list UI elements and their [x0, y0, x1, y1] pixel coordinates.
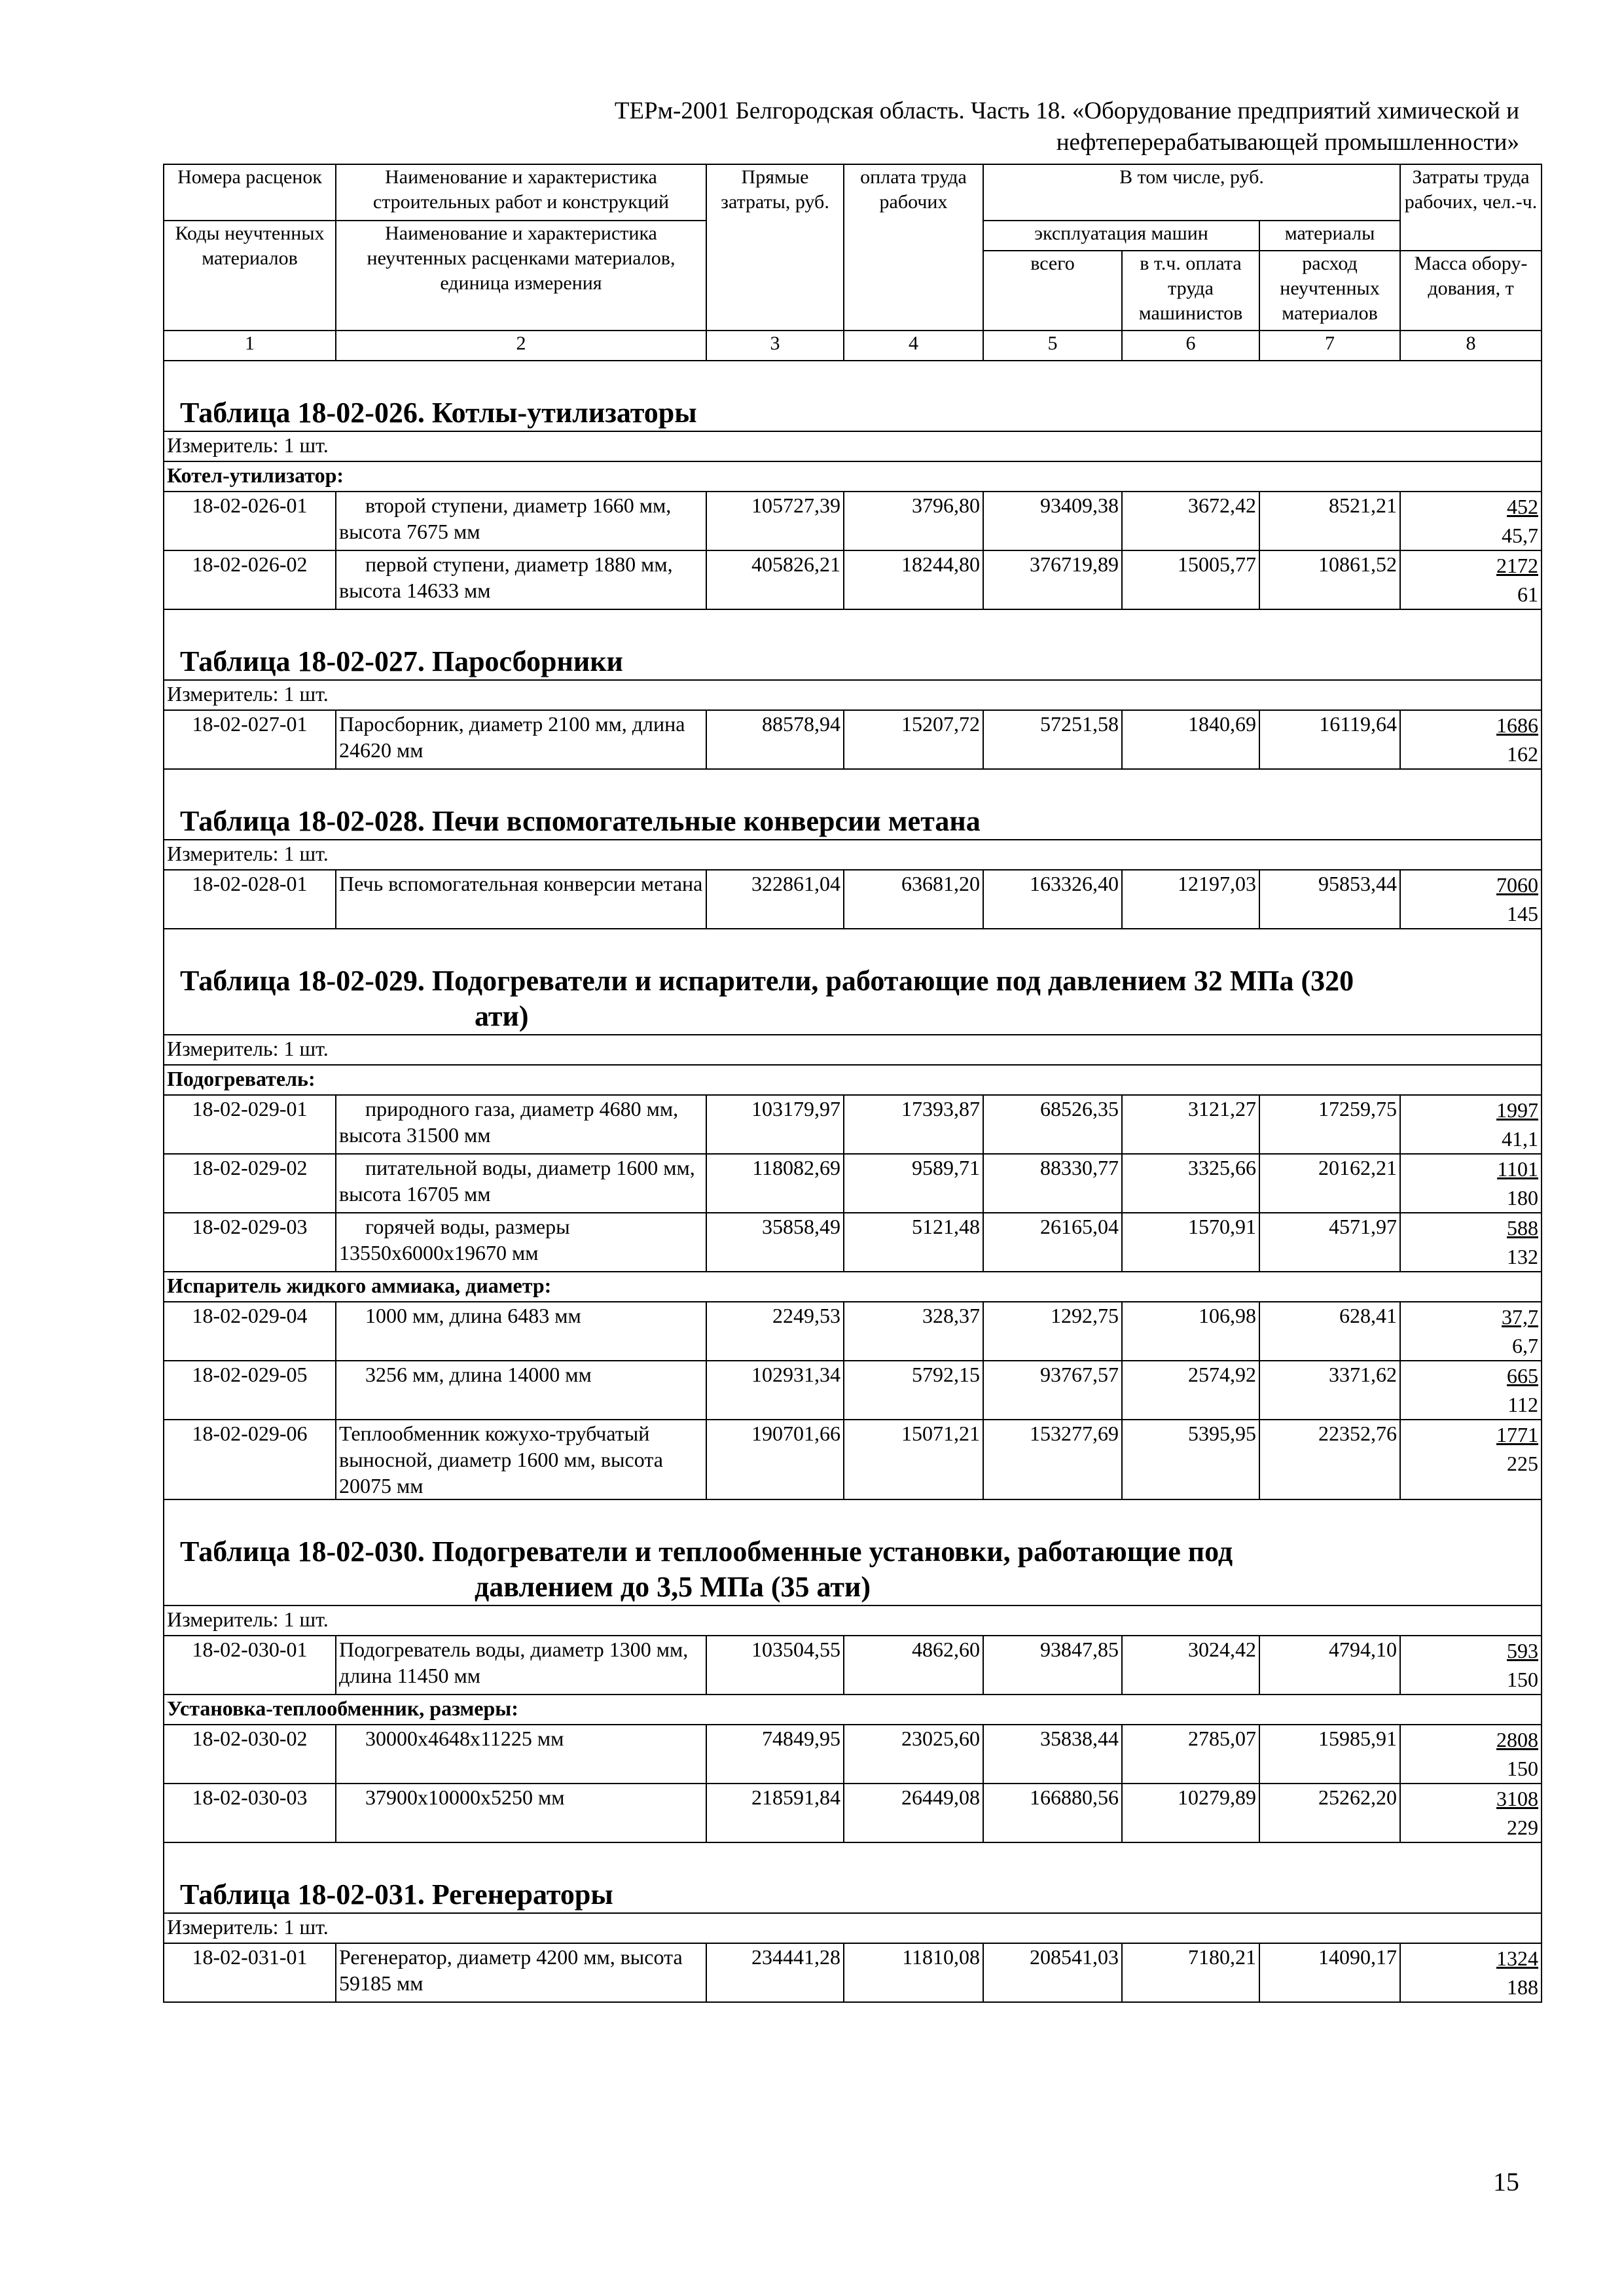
labor-cost: 26449,08	[844, 1784, 983, 1842]
rate-code: 18-02-029-02	[164, 1154, 336, 1213]
materials-cost: 10861,52	[1259, 550, 1400, 609]
group-subheader: Подогреватель:	[164, 1065, 1542, 1095]
col1-bottom-header: Коды неучтенных материалов	[164, 221, 336, 331]
price-table	[163, 164, 1542, 2003]
section-title-continuation: давлением до 3,5 МПа (35 ати)	[475, 1571, 871, 1603]
materials-cost: 14090,17	[1259, 1943, 1400, 2002]
machines-total: 153277,69	[983, 1420, 1122, 1499]
labor-hours: 1686	[1496, 713, 1538, 737]
machines-total: 93767,57	[983, 1361, 1122, 1420]
measure-label: Измеритель: 1 шт.	[164, 431, 1542, 461]
rate-name: Подогреватель воды, диаметр 1300 мм, длина 11450 мм	[336, 1636, 706, 1695]
machines-total: 376719,89	[983, 550, 1122, 609]
rate-name: 30000x4648x11225 мм	[336, 1725, 706, 1784]
table-row	[164, 1302, 1542, 1361]
section-title-row	[164, 1842, 1542, 1913]
direct-cost: 118082,69	[706, 1154, 844, 1213]
labor-and-mass	[1400, 1636, 1542, 1695]
section-title-row	[164, 1499, 1542, 1605]
machinists-labor: 1840,69	[1122, 710, 1259, 769]
document-header	[210, 96, 1519, 158]
col5-header: всего	[983, 251, 1122, 331]
rate-name: второй ступени, диаметр 1660 мм, высота 7675 мм	[336, 492, 706, 550]
col4-header: оплата труда рабочих	[844, 164, 983, 331]
direct-cost: 88578,94	[706, 710, 844, 769]
rate-name: Теплообменник кожухо-трубчатый выносной, диаметр 1600 мм, высота 20075 мм	[336, 1420, 706, 1499]
measure-label: Измеритель: 1 шт.	[164, 1913, 1542, 1943]
machines-total: 26165,04	[983, 1213, 1122, 1272]
table-row	[164, 1943, 1542, 2002]
labor-cost: 15071,21	[844, 1420, 983, 1499]
page-number: 15	[1493, 2167, 1519, 2197]
labor-hours: 1101	[1497, 1157, 1538, 1181]
rate-code: 18-02-030-01	[164, 1636, 336, 1695]
section-title-row	[164, 361, 1542, 431]
table-row	[164, 870, 1542, 929]
direct-cost: 105727,39	[706, 492, 844, 550]
equipment-mass: 162	[1507, 742, 1538, 766]
equipment-mass: 150	[1507, 1668, 1538, 1691]
rate-name: 3256 мм, длина 14000 мм	[336, 1361, 706, 1420]
labor-and-mass	[1400, 710, 1542, 769]
materials-cost: 4571,97	[1259, 1213, 1400, 1272]
labor-cost: 3796,80	[844, 492, 983, 550]
table-row	[164, 710, 1542, 769]
machines-total: 1292,75	[983, 1302, 1122, 1361]
column-number: 7	[1259, 331, 1400, 361]
measure-row	[164, 1605, 1542, 1636]
materials-cost: 22352,76	[1259, 1420, 1400, 1499]
rate-code: 18-02-026-01	[164, 492, 336, 550]
direct-cost: 35858,49	[706, 1213, 844, 1272]
labor-cost: 11810,08	[844, 1943, 983, 2002]
labor-and-mass	[1400, 1154, 1542, 1213]
machines-total: 88330,77	[983, 1154, 1122, 1213]
section-title	[167, 610, 1538, 679]
machinists-labor: 7180,21	[1122, 1943, 1259, 2002]
direct-cost: 103179,97	[706, 1095, 844, 1154]
labor-cost: 23025,60	[844, 1725, 983, 1784]
materials-cost: 17259,75	[1259, 1095, 1400, 1154]
rate-code: 18-02-027-01	[164, 710, 336, 769]
rate-name: Регенератор, диаметр 4200 мм, высота 59185 мм	[336, 1943, 706, 2002]
machines-total: 208541,03	[983, 1943, 1122, 2002]
labor-hours: 1324	[1496, 1946, 1538, 1970]
group-subheader: Котел-утилизатор:	[164, 461, 1542, 492]
labor-cost: 63681,20	[844, 870, 983, 929]
measure-row	[164, 680, 1542, 710]
rate-code: 18-02-031-01	[164, 1943, 336, 2002]
measure-row	[164, 1913, 1542, 1943]
machinists-labor: 2574,92	[1122, 1361, 1259, 1420]
col2-bottom-header: Наименование и характеристика неучтенных расценками материалов, единица измерения	[336, 221, 706, 331]
table-row	[164, 1213, 1542, 1272]
section-title-text: Таблица 18-02-026. Котлы-утилизаторы	[180, 397, 697, 429]
materials-header: материалы	[1259, 221, 1400, 251]
table-row	[164, 1095, 1542, 1154]
rate-code: 18-02-030-02	[164, 1725, 336, 1784]
machinists-labor: 3024,42	[1122, 1636, 1259, 1695]
group-subheader-row	[164, 1272, 1542, 1302]
col6-header: в т.ч. оплата труда машинистов	[1122, 251, 1259, 331]
labor-cost: 5792,15	[844, 1361, 983, 1420]
rate-code: 18-02-029-03	[164, 1213, 336, 1272]
direct-cost: 322861,04	[706, 870, 844, 929]
rate-code: 18-02-029-05	[164, 1361, 336, 1420]
equipment-mass: 150	[1507, 1757, 1538, 1780]
machines-total: 163326,40	[983, 870, 1122, 929]
col8-bottom-header: Масса обору-дования, т	[1400, 251, 1542, 331]
table-row	[164, 1154, 1542, 1213]
labor-hours: 593	[1507, 1639, 1538, 1662]
materials-cost: 628,41	[1259, 1302, 1400, 1361]
materials-cost: 3371,62	[1259, 1361, 1400, 1420]
rate-code: 18-02-026-02	[164, 550, 336, 609]
labor-and-mass	[1400, 1943, 1542, 2002]
section-title-text: Таблица 18-02-028. Печи вспомогательные конверсии метана	[180, 805, 981, 837]
direct-cost: 190701,66	[706, 1420, 844, 1499]
labor-and-mass	[1400, 1420, 1542, 1499]
group-subheader: Испаритель жидкого аммиака, диаметр:	[164, 1272, 1542, 1302]
column-number: 6	[1122, 331, 1259, 361]
column-number-row	[164, 331, 1542, 361]
materials-cost: 8521,21	[1259, 492, 1400, 550]
table-row	[164, 492, 1542, 550]
group-subheader: Установка-теплообменник, размеры:	[164, 1695, 1542, 1725]
labor-cost: 9589,71	[844, 1154, 983, 1213]
direct-cost: 2249,53	[706, 1302, 844, 1361]
materials-cost: 4794,10	[1259, 1636, 1400, 1695]
rate-code: 18-02-029-01	[164, 1095, 336, 1154]
labor-and-mass	[1400, 1784, 1542, 1842]
labor-cost: 5121,48	[844, 1213, 983, 1272]
measure-row	[164, 431, 1542, 461]
labor-and-mass	[1400, 550, 1542, 609]
header-line-2: нефтеперерабатывающей промышленности»	[1056, 129, 1519, 156]
section-title-row	[164, 929, 1542, 1035]
header-row-1	[164, 164, 1542, 221]
machinists-labor: 2785,07	[1122, 1725, 1259, 1784]
machinists-labor: 3672,42	[1122, 492, 1259, 550]
equipment-mass: 61	[1517, 583, 1538, 606]
rate-name: питательной воды, диаметр 1600 мм, высота 16705 мм	[336, 1154, 706, 1213]
materials-cost: 20162,21	[1259, 1154, 1400, 1213]
equipment-mass: 6,7	[1512, 1334, 1538, 1357]
section-title	[167, 1843, 1538, 1912]
direct-cost: 102931,34	[706, 1361, 844, 1420]
materials-cost: 15985,91	[1259, 1725, 1400, 1784]
equipment-mass: 41,1	[1502, 1127, 1538, 1151]
machinists-labor: 106,98	[1122, 1302, 1259, 1361]
labor-and-mass	[1400, 1095, 1542, 1154]
equipment-mass: 225	[1507, 1452, 1538, 1475]
direct-cost: 234441,28	[706, 1943, 844, 2002]
machines-total: 68526,35	[983, 1095, 1122, 1154]
column-number: 3	[706, 331, 844, 361]
rate-name: 1000 мм, длина 6483 мм	[336, 1302, 706, 1361]
section-title	[167, 361, 1538, 431]
machinists-labor: 1570,91	[1122, 1213, 1259, 1272]
rate-code: 18-02-028-01	[164, 870, 336, 929]
materials-cost: 95853,44	[1259, 870, 1400, 929]
materials-cost: 16119,64	[1259, 710, 1400, 769]
table-row	[164, 550, 1542, 609]
machinists-labor: 12197,03	[1122, 870, 1259, 929]
machines-total: 93847,85	[983, 1636, 1122, 1695]
measure-label: Измеритель: 1 шт.	[164, 840, 1542, 870]
column-number: 8	[1400, 331, 1542, 361]
machinists-labor: 5395,95	[1122, 1420, 1259, 1499]
rate-name: Паросборник, диаметр 2100 мм, длина 24620 мм	[336, 710, 706, 769]
column-number: 5	[983, 331, 1122, 361]
direct-cost: 405826,21	[706, 550, 844, 609]
labor-cost: 18244,80	[844, 550, 983, 609]
labor-hours: 452	[1507, 495, 1538, 518]
machinists-labor: 10279,89	[1122, 1784, 1259, 1842]
machinists-labor: 3121,27	[1122, 1095, 1259, 1154]
table-row	[164, 1420, 1542, 1499]
column-number: 1	[164, 331, 336, 361]
group-subheader-row	[164, 461, 1542, 492]
table-row	[164, 1636, 1542, 1695]
direct-cost: 103504,55	[706, 1636, 844, 1695]
table-row	[164, 1725, 1542, 1784]
machines-total: 93409,38	[983, 492, 1122, 550]
rate-name: природного газа, диаметр 4680 мм, высота 31500 мм	[336, 1095, 706, 1154]
direct-cost: 74849,95	[706, 1725, 844, 1784]
labor-and-mass	[1400, 1725, 1542, 1784]
machinists-labor: 15005,77	[1122, 550, 1259, 609]
column-number: 4	[844, 331, 983, 361]
measure-label: Измеритель: 1 шт.	[164, 1035, 1542, 1065]
section-title-row	[164, 609, 1542, 680]
equipment-mass: 112	[1507, 1393, 1538, 1416]
materials-cost: 25262,20	[1259, 1784, 1400, 1842]
section-title-text: Таблица 18-02-027. Паросборники	[180, 645, 623, 677]
labor-hours: 1771	[1496, 1423, 1538, 1446]
rate-code: 18-02-029-04	[164, 1302, 336, 1361]
labor-cost: 15207,72	[844, 710, 983, 769]
section-title-text: Таблица 18-02-030. Подогреватели и теплообменные установки, работающие под	[180, 1535, 1233, 1568]
labor-hours: 37,7	[1502, 1305, 1538, 1329]
equipment-mass: 188	[1507, 1975, 1538, 1999]
section-title-row	[164, 769, 1542, 840]
rate-name: 37900x10000x5250 мм	[336, 1784, 706, 1842]
machines-header: эксплуатация машин	[983, 221, 1259, 251]
labor-cost: 17393,87	[844, 1095, 983, 1154]
labor-cost: 4862,60	[844, 1636, 983, 1695]
col7-header: расход неучтенных материалов	[1259, 251, 1400, 331]
col8-top-header: Затраты труда рабочих, чел.-ч.	[1400, 164, 1542, 251]
machines-total: 166880,56	[983, 1784, 1122, 1842]
table-row	[164, 1784, 1542, 1842]
measure-label: Измеритель: 1 шт.	[164, 1605, 1542, 1636]
equipment-mass: 180	[1507, 1186, 1538, 1210]
labor-and-mass	[1400, 492, 1542, 550]
labor-hours: 7060	[1496, 873, 1538, 897]
labor-hours: 588	[1507, 1216, 1538, 1240]
rate-name: горячей воды, размеры 13550x6000x19670 мм	[336, 1213, 706, 1272]
machines-total: 57251,58	[983, 710, 1122, 769]
labor-hours: 1997	[1496, 1098, 1538, 1122]
group-subheader-row	[164, 1065, 1542, 1095]
section-title-text: Таблица 18-02-029. Подогреватели и испарители, работающие под давлением 32 МПа (320	[180, 965, 1354, 997]
labor-and-mass	[1400, 1213, 1542, 1272]
direct-cost: 218591,84	[706, 1784, 844, 1842]
labor-and-mass	[1400, 870, 1542, 929]
rate-code: 18-02-029-06	[164, 1420, 336, 1499]
equipment-mass: 229	[1507, 1816, 1538, 1839]
rate-name: Печь вспомогательная конверсии метана	[336, 870, 706, 929]
header-line-1: ТЕРм-2001 Белгородская область. Часть 18. «Оборудование предприятий химической и	[614, 98, 1519, 124]
labor-hours: 3108	[1496, 1787, 1538, 1810]
col1-top-header: Номера расценок	[164, 164, 336, 221]
column-number: 2	[336, 331, 706, 361]
group-subheader-row	[164, 1695, 1542, 1725]
section-title-text: Таблица 18-02-031. Регенераторы	[180, 1878, 613, 1910]
section-title-continuation: ати)	[475, 1000, 529, 1032]
labor-cost: 328,37	[844, 1302, 983, 1361]
machinists-labor: 3325,66	[1122, 1154, 1259, 1213]
labor-hours: 665	[1507, 1364, 1538, 1388]
measure-row	[164, 840, 1542, 870]
measure-label: Измеритель: 1 шт.	[164, 680, 1542, 710]
labor-hours: 2808	[1496, 1728, 1538, 1751]
section-title	[167, 1500, 1538, 1605]
measure-row	[164, 1035, 1542, 1065]
rate-name: первой ступени, диаметр 1880 мм, высота 14633 мм	[336, 550, 706, 609]
section-title	[167, 929, 1538, 1034]
equipment-mass: 45,7	[1502, 524, 1538, 547]
labor-and-mass	[1400, 1302, 1542, 1361]
rate-code: 18-02-030-03	[164, 1784, 336, 1842]
equipment-mass: 145	[1507, 902, 1538, 925]
table-row	[164, 1361, 1542, 1420]
labor-hours: 2172	[1496, 554, 1538, 577]
machines-total: 35838,44	[983, 1725, 1122, 1784]
section-title	[167, 770, 1538, 839]
equipment-mass: 132	[1507, 1245, 1538, 1268]
labor-and-mass	[1400, 1361, 1542, 1420]
incl-header: В том числе, руб.	[983, 164, 1400, 221]
col3-header: Прямые затраты, руб.	[706, 164, 844, 331]
col2-top-header: Наименование и характеристика строительных работ и конструкций	[336, 164, 706, 221]
